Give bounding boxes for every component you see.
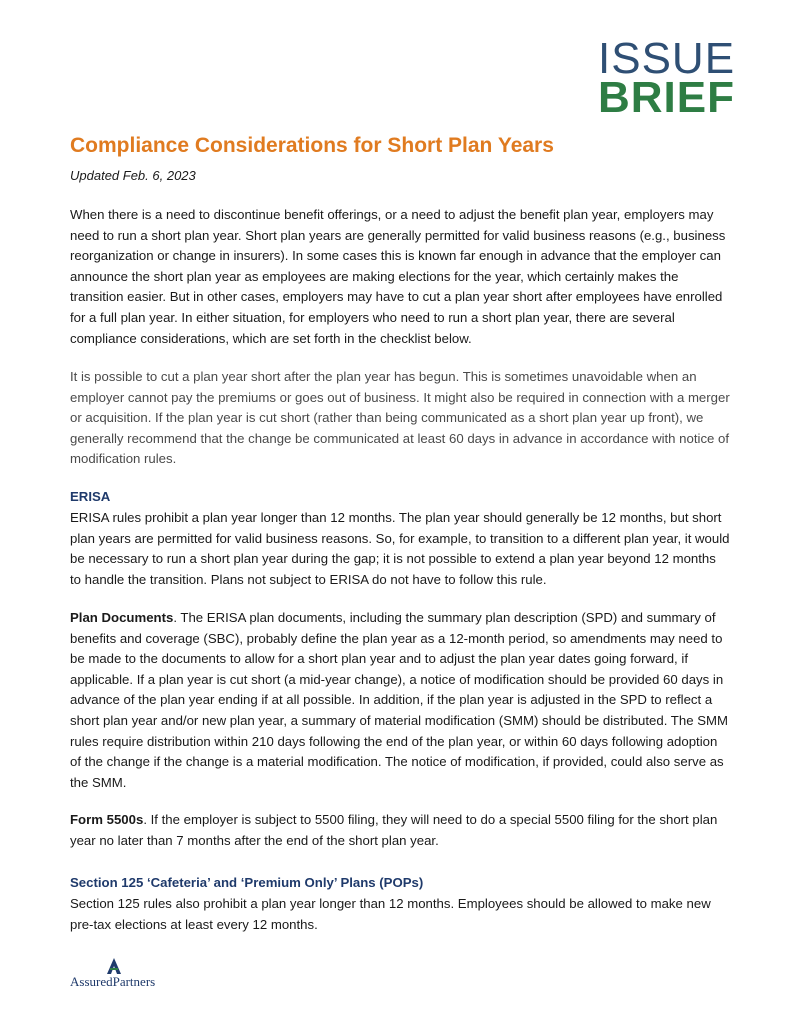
assuredpartners-a-icon: [106, 958, 122, 974]
plan-documents-label: Plan Documents: [70, 610, 174, 625]
form-5500-label: Form 5500s: [70, 812, 144, 827]
page-title: Compliance Considerations for Short Plan Years: [70, 134, 554, 157]
section125-heading: Section 125 ‘Cafeteria’ and ‘Premium Only’ Plans (POPs): [70, 875, 424, 890]
plan-documents-body: . The ERISA plan documents, including the summary plan description (SPD) and summary of benefits and coverage (SBC), probably define the plan year as a 12-month period, so amendments may need to be made to the documents to allow for a short plan year and to adjust the plan year dates going forward, if applicable. If a plan year is cut short (a mid-year change), a notice of modification should be provided 60 days in advance of the plan year ending if at all possible. In addition, if the plan year is adjusted in the SPD to reflect a short plan year and/or new plan year, a summary of material modification (SMM) should be distributed. The SMM rules require distribution within 210 days following the end of the plan year, or within 60 days following adoption of the change if the change is a material modification. The notice of modification, if provided, could also serve as the SMM.: [70, 610, 728, 790]
section125-paragraph: Section 125 rules also prohibit a plan year longer than 12 months. Employees should be allowed to make new pre-tax elections at least every 12 months.: [70, 896, 711, 932]
form-5500-paragraph: [70, 810, 730, 851]
footer-brand: AssuredPartners: [70, 974, 156, 989]
footer-logo: [70, 958, 170, 992]
intro-paragraph-1: When there is a need to discontinue benefit offerings, or a need to adjust the benefit plan year, employers may need to run a short plan year. Short plan years are generally permitted for valid business reasons (e.g., business reorganization or change in insurers). In some cases this is known far enough in advance that the employer can announce the short plan year as employees are making elections for the year, which certainly makes the transition easier. But in other cases, employers may have to cut a plan year short after employees have enrolled for a full plan year. In either situation, for employers who need to run a short plan year, there are several compliance considerations, which are set forth in the checklist below.: [70, 207, 726, 346]
issue-brief-logo-line2: BRIEF: [598, 73, 735, 122]
issue-brief-logo-line1: ISSUE: [598, 34, 736, 83]
erisa-heading: ERISA: [70, 489, 111, 504]
form-5500-body: . If the employer is subject to 5500 filing, they will need to do a special 5500 filing for the short plan year no later than 7 months after the end of the short plan year.: [70, 812, 718, 848]
intro-paragraph-2: It is possible to cut a plan year short after the plan year has begun. This is sometimes unavoidable when an employer cannot pay the premiums or goes out of business. It might also be required in connection with a merger or acquisition. If the plan year is cut short (rather than being communicated as a short plan year up front), we generally recommend that the change be communicated at least 60 days in advance in accordance with notice of modification rules.: [70, 369, 730, 467]
erisa-paragraph: ERISA rules prohibit a plan year longer than 12 months. The plan year should generally be 12 months, but short plan years are permitted for valid business reasons. So, for example, to transition to a different plan year, it would be necessary to run a short plan year during the gap; it is not possible to extend a plan year beyond 12 months to handle the transition. Plans not subject to ERISA do not have to follow this rule.: [70, 510, 730, 587]
plan-documents-paragraph: [70, 608, 730, 793]
updated-date: Updated Feb. 6, 2023: [70, 168, 196, 183]
